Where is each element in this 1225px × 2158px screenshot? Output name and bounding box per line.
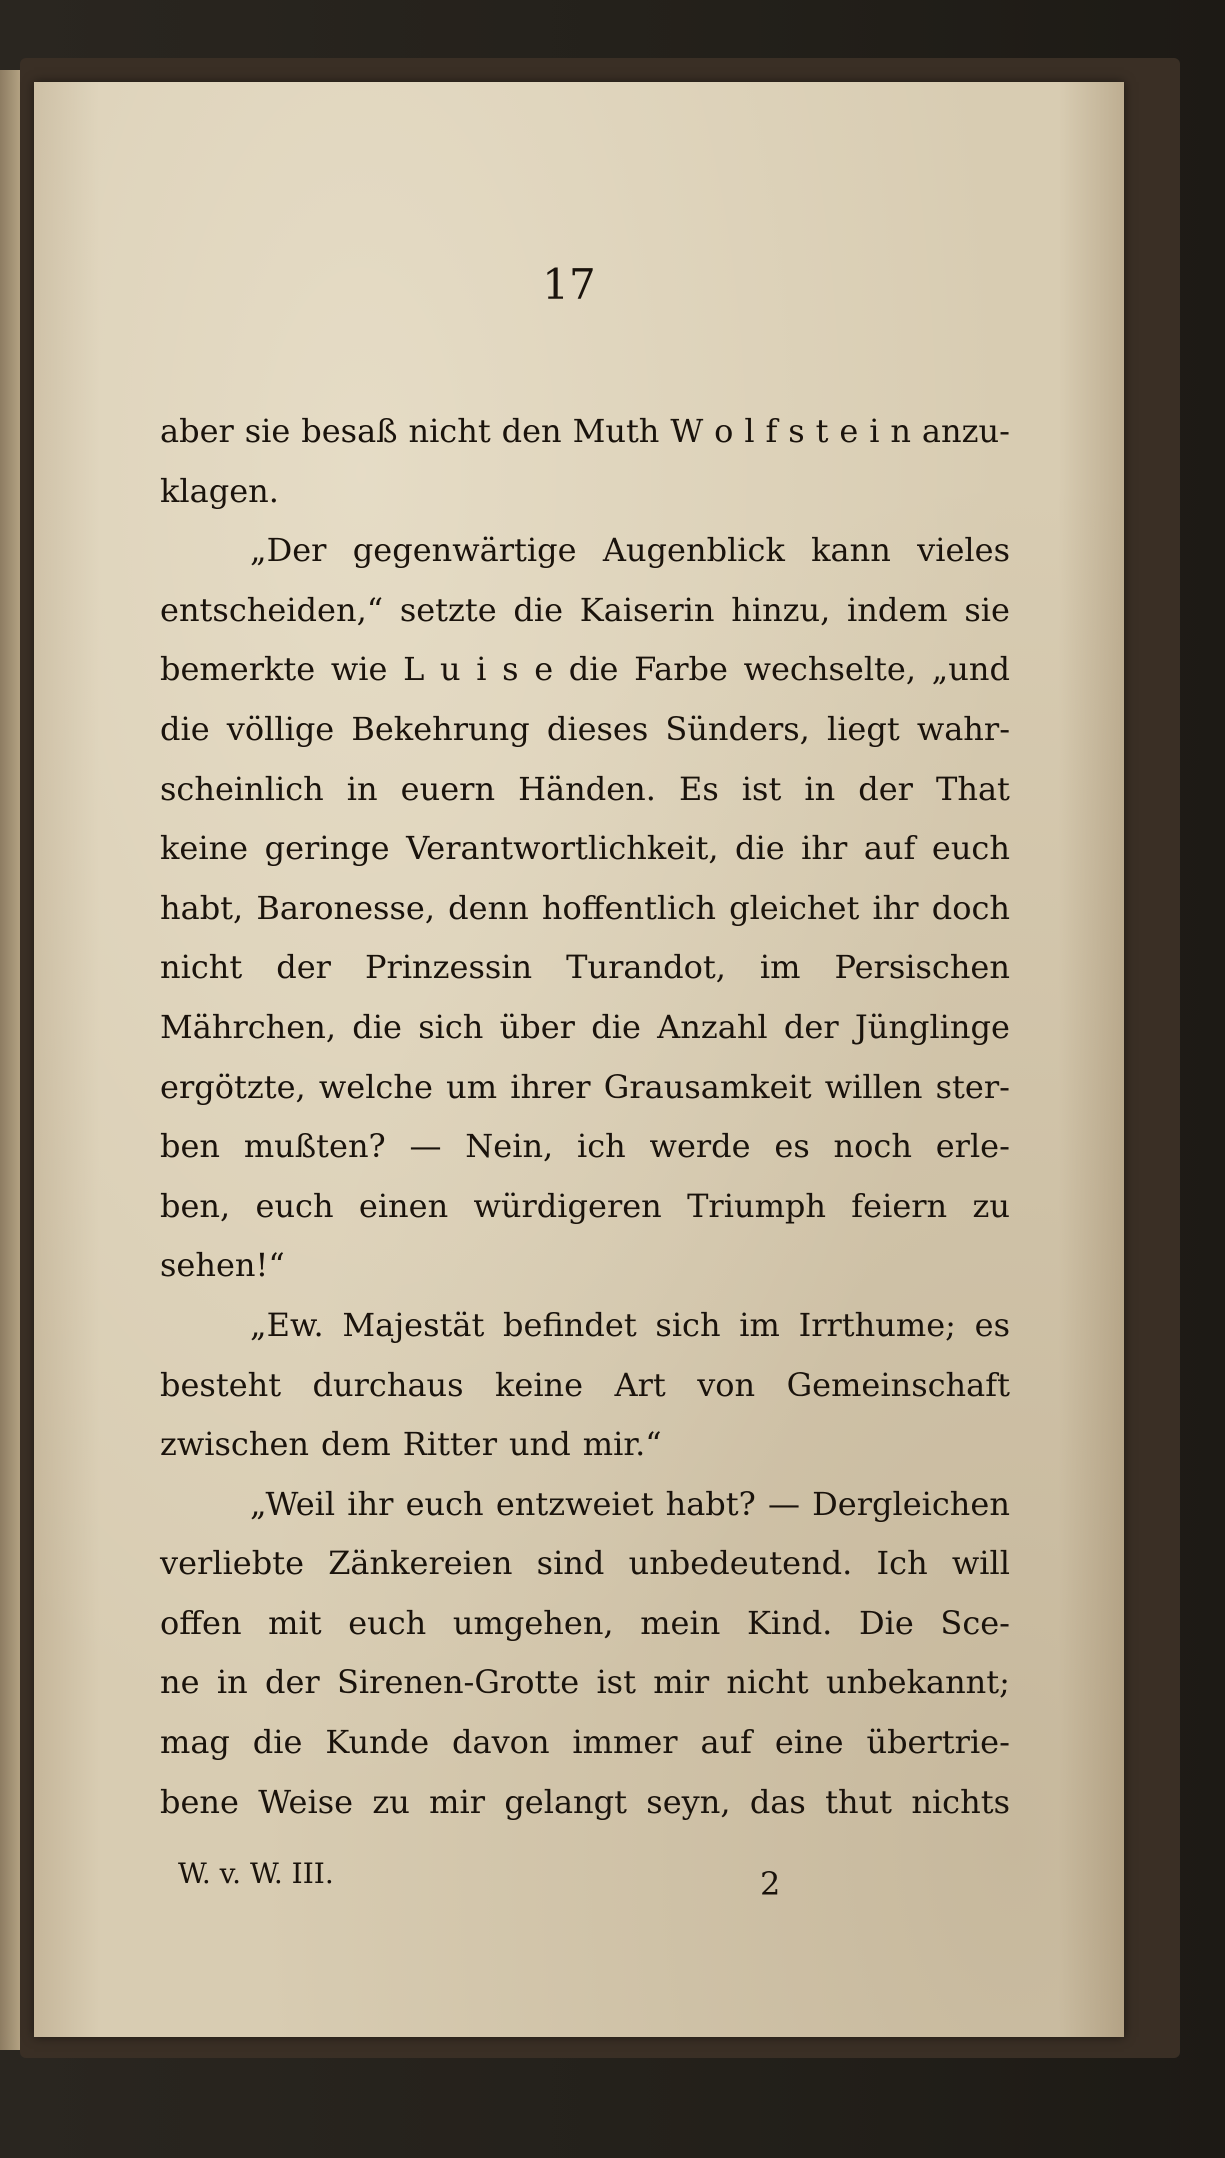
page-footer (160, 1857, 1010, 1907)
word: um (446, 1067, 498, 1106)
word: ne (160, 1663, 200, 1702)
word: völlige (226, 709, 335, 748)
word: besaß (301, 412, 398, 450)
word: vieles (917, 531, 1010, 570)
word: i (476, 650, 487, 689)
text-line (160, 462, 1010, 522)
word: „Weil (250, 1484, 336, 1523)
word: die (568, 650, 619, 689)
word: Grausamkeit (603, 1067, 812, 1106)
word: nichts (911, 1782, 1010, 1821)
word: nicht (726, 1663, 809, 1702)
word: Jünglinge (854, 1007, 1010, 1046)
word: thut (825, 1782, 893, 1821)
word: That (936, 769, 1010, 808)
text-line (160, 1177, 1010, 1237)
word: Gemeinschaft (786, 1365, 1010, 1404)
word: der (858, 769, 913, 808)
word: zu (372, 1782, 410, 1821)
word: aber (160, 412, 234, 450)
word: entzweiet (495, 1484, 654, 1523)
signature-mark: W. v. W. III. (178, 1857, 334, 1890)
word: ergötzte, (160, 1067, 306, 1106)
text-line (160, 402, 1010, 462)
word: den (501, 412, 562, 450)
word: entscheiden,“ (160, 590, 384, 629)
word: die (252, 1723, 303, 1762)
word: geringe (264, 829, 390, 868)
word: Irrthume; (798, 1305, 956, 1344)
word: indem (847, 590, 948, 629)
word: in (216, 1663, 248, 1702)
word: unbedeutend. (628, 1544, 853, 1583)
word: Händen. (518, 769, 656, 808)
word: eine (774, 1723, 844, 1762)
word: hoffentlich (541, 888, 716, 927)
text-line (160, 1713, 1010, 1773)
page-number: 17 (542, 260, 596, 309)
word: Art (614, 1365, 666, 1404)
word: wechselte, (743, 650, 917, 689)
word: hinzu, (731, 590, 831, 629)
word: Anzahl (657, 1007, 768, 1046)
body-text (160, 402, 1010, 1832)
text-line (160, 760, 1010, 820)
word: davon (452, 1723, 550, 1762)
word: klagen. (160, 471, 279, 510)
word: habt, (160, 888, 244, 927)
word: keine (494, 1365, 584, 1404)
word: die (735, 829, 785, 868)
word: liegt (826, 709, 900, 748)
text-line (160, 1356, 1010, 1416)
word: euern (400, 769, 496, 808)
book-page (34, 82, 1124, 2037)
word: Sirenen-Grotte (337, 1663, 580, 1702)
text-line (160, 1594, 1010, 1654)
word: in (804, 769, 836, 808)
word: ist (596, 1663, 636, 1702)
word: euch (255, 1186, 334, 1225)
word: Kind. (746, 1603, 833, 1642)
word: Dergleichen (812, 1484, 1010, 1523)
word: der (276, 948, 331, 987)
word: Sce- (940, 1603, 1010, 1642)
word: L (403, 650, 425, 689)
text-line (160, 879, 1010, 939)
word: Triumph (687, 1186, 826, 1225)
word: gelangt (504, 1782, 627, 1821)
word: sehen!“ (160, 1246, 285, 1285)
text-line (160, 581, 1010, 641)
word: und (509, 1425, 571, 1464)
word: t (815, 412, 829, 450)
word: erle- (935, 1127, 1010, 1166)
word: zu (972, 1186, 1010, 1225)
word: Muth (572, 412, 660, 450)
word: Majestät (342, 1305, 485, 1344)
word: im (739, 1305, 780, 1344)
word: sich (418, 1007, 484, 1046)
word: denn (448, 888, 529, 927)
text-line (160, 998, 1010, 1058)
word: n (890, 412, 911, 450)
word: es (974, 1305, 1010, 1344)
word: euch (348, 1603, 427, 1642)
word: dem (320, 1425, 391, 1464)
word: ihrer (510, 1067, 591, 1106)
word: das (749, 1782, 806, 1821)
word: auf (863, 829, 916, 868)
word: mir (653, 1663, 710, 1702)
text-line (160, 640, 1010, 700)
word: doch (931, 888, 1010, 927)
text-line (160, 1415, 1010, 1475)
word: Zänkereien (328, 1544, 513, 1583)
word: „und (931, 650, 1010, 689)
word: die (352, 1007, 402, 1046)
word: Es (678, 769, 719, 808)
word: mein (640, 1603, 721, 1642)
word: euch (931, 829, 1010, 868)
word: Augenblick (602, 531, 785, 570)
word: ist (741, 769, 782, 808)
word: willen (824, 1067, 923, 1106)
word: keine (160, 829, 249, 868)
word: von (697, 1365, 756, 1404)
word: befindet (503, 1305, 637, 1344)
word: anzu- (921, 412, 1010, 450)
word: setzte (399, 590, 497, 629)
word: i (869, 412, 880, 450)
word: l (744, 412, 755, 450)
word: die (513, 590, 564, 629)
word: Baronesse, (256, 888, 435, 927)
text-line (160, 700, 1010, 760)
word: „Der (250, 531, 327, 570)
word: umgehen, (452, 1603, 614, 1642)
word: verliebte (160, 1544, 304, 1583)
word: in (346, 769, 378, 808)
text-line (160, 1117, 1010, 1177)
text-line (160, 1296, 1010, 1356)
word: werde (649, 1127, 751, 1166)
word: mir.“ (582, 1425, 662, 1464)
word: seyn, (646, 1782, 731, 1821)
word: „Ew. (250, 1305, 324, 1344)
word: scheinlich (160, 769, 324, 808)
word: wahr- (916, 709, 1010, 748)
word: kann (811, 531, 891, 570)
word: die (160, 709, 210, 748)
word: auf (700, 1723, 752, 1762)
word: der (264, 1663, 320, 1702)
word: o (714, 412, 734, 450)
word: mag (160, 1723, 230, 1762)
word: die (591, 1007, 641, 1046)
word: bemerkte (160, 650, 316, 689)
word: s (788, 412, 805, 450)
word: ben, (160, 1186, 231, 1225)
word: ster- (935, 1067, 1010, 1106)
text-line (160, 521, 1010, 581)
word: sich (655, 1305, 721, 1344)
word: sie (964, 590, 1010, 629)
word: ihr (347, 1484, 394, 1523)
text-line (160, 1534, 1010, 1594)
word: will (951, 1544, 1010, 1583)
text-line (160, 1058, 1010, 1118)
word: mußten? (243, 1127, 386, 1166)
word: Prinzessin (364, 948, 533, 987)
word: feiern (851, 1186, 948, 1225)
word: durchaus (312, 1365, 464, 1404)
word: habt? (665, 1484, 756, 1523)
word: übertrie- (866, 1723, 1010, 1762)
word: mir (429, 1782, 486, 1821)
word: Ritter (402, 1425, 498, 1464)
text-line (160, 1236, 1010, 1296)
word: ben (160, 1127, 221, 1166)
word: euch (405, 1484, 484, 1523)
word: ich (577, 1127, 626, 1166)
word: mit (268, 1603, 322, 1642)
text-line (160, 1653, 1010, 1713)
word: f (765, 412, 778, 450)
word: gleichet (729, 888, 860, 927)
word: besteht (160, 1365, 282, 1404)
word: offen (160, 1603, 242, 1642)
word: zwischen (160, 1425, 309, 1464)
word: — (767, 1484, 800, 1523)
word: Mährchen, (160, 1007, 336, 1046)
word: Persischen (834, 948, 1010, 987)
word: ihr (801, 829, 848, 868)
text-line (160, 1475, 1010, 1535)
word: Kaiserin (579, 590, 715, 629)
word: W (670, 412, 704, 450)
sheet-number: 2 (760, 1865, 781, 1903)
word: dieses (546, 709, 649, 748)
word: im (759, 948, 801, 987)
word: es (774, 1127, 810, 1166)
word: sind (536, 1544, 605, 1583)
word: nicht (160, 948, 243, 987)
word: immer (572, 1723, 678, 1762)
text-line (160, 938, 1010, 998)
word: noch (833, 1127, 912, 1166)
word: einen (358, 1186, 449, 1225)
word: Farbe (634, 650, 728, 689)
word: u (439, 650, 461, 689)
word: Die (858, 1603, 914, 1642)
word: unbekannt; (825, 1663, 1010, 1702)
text-line (160, 819, 1010, 879)
word: Sünders, (665, 709, 810, 748)
word: Kunde (325, 1723, 430, 1762)
word: wie (330, 650, 388, 689)
word: e (839, 412, 859, 450)
word: über (499, 1007, 575, 1046)
word: s (502, 650, 519, 689)
word: gegenwärtige (352, 531, 577, 570)
word: der (783, 1007, 839, 1046)
word: sie (244, 412, 291, 450)
word: Bekehrung (351, 709, 530, 748)
word: bene (160, 1782, 239, 1821)
word: — (409, 1127, 442, 1166)
word: Turandot, (566, 948, 726, 987)
text-line (160, 1773, 1010, 1833)
word: e (534, 650, 554, 689)
word: ihr (872, 888, 919, 927)
word: Nein, (465, 1127, 554, 1166)
word: Weise (258, 1782, 354, 1821)
word: Verantwortlichkeit, (406, 829, 719, 868)
word: würdigeren (473, 1186, 662, 1225)
word: nicht (408, 412, 491, 450)
word: Ich (876, 1544, 928, 1583)
word: welche (318, 1067, 433, 1106)
